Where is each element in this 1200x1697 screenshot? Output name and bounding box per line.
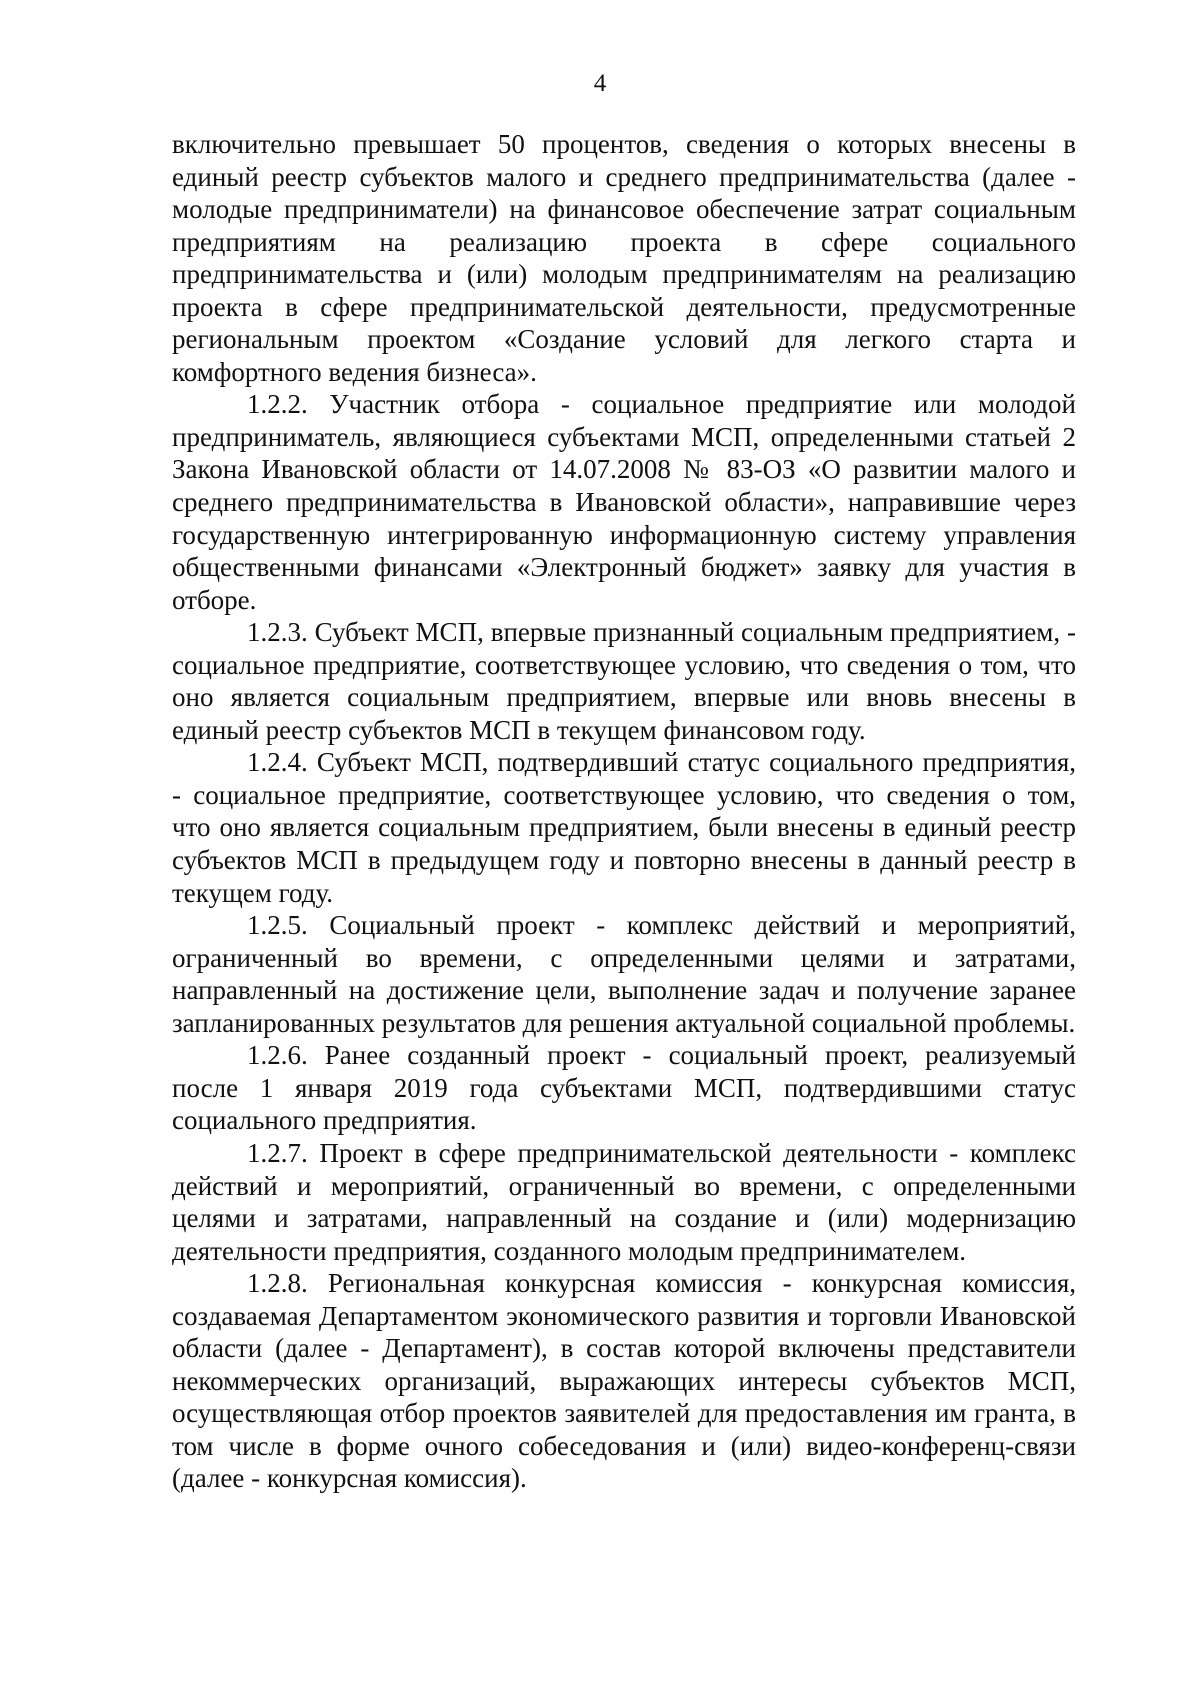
paragraph-1-2-5: 1.2.5. Социальный проект - комплекс действий и мероприятий, ограниченный во времени, с определенными целями и затратами, направленный на достижение цели, выполнение задач и получение заранее запланированных результатов для решения актуальной социальной проблемы. xyxy=(172,910,1076,1038)
paragraph-1-2-7: 1.2.7. Проект в сфере предпринимательской деятельности - комплекс действий и мероприятий, ограниченный во времени, с определенными целями и затратами, направленный на создание и (или) модернизацию деятельности предприятия, созданного молодым предпринимателем. xyxy=(172,1137,1076,1266)
paragraph-1-2-6: 1.2.6. Ранее созданный проект - социальный проект, реализуемый после 1 января 2019 года субъектами МСП, подтвердившими статус социального предприятия. xyxy=(172,1040,1076,1136)
page-number: 4 xyxy=(593,70,607,97)
paragraph-1-2-3: 1.2.3. Субъект МСП, впервые признанный социальным предприятием, - социальное предприятие, соответствующее условию, что сведения о том, что оно является социальным предприятием, впервые или вновь внесены в единый реестр субъектов МСП в текущем финансовом году. xyxy=(172,617,1076,745)
paragraph-1-2-4: 1.2.4. Субъект МСП, подтвердивший статус социального предприятия, - социальное предприятие, соответствующее условию, что сведения о том, что оно является социальным предприятием, были внесены в единый реестр субъектов МСП в предыдущем году и повторно внесены в данный реестр в текущем году. xyxy=(172,747,1076,908)
paragraph-continuation: включительно превышает 50 процентов, сведения о которых внесены в единый реестр субъектов малого и среднего предпринимательства (далее - молодые предприниматели) на финансовое обеспечение затрат социальным предприятиям на реализацию проекта в сфере социального предпринимательства и (или) молодым предпринимателям на реализацию проекта в сфере предпринимательской деятельности, предусмотренные региональным проектом «Создание условий для легкого старта и комфортного ведения бизнеса». xyxy=(172,129,1076,387)
paragraph-1-2-8: 1.2.8. Региональная конкурсная комиссия - конкурсная комиссия, создаваемая Департаментом экономического развития и торговли Ивановской области (далее - Департамент), в состав которой включены представители некоммерческих организаций, выражающих интересы субъектов МСП, осуществляющая отбор проектов заявителей для предоставления им гранта, в том числе в форме очного собеседования и (или) видео-конференц-связи (далее - конкурсная комиссия). xyxy=(172,1268,1076,1494)
paragraph-1-2-2: 1.2.2. Участник отбора - социальное предприятие или молодой предприниматель, являющиеся субъектами МСП, определенными статьей 2 Закона Ивановской области от 14.07.2008 № 83-ОЗ «О развитии малого и среднего предпринимательства в Ивановской области», направившие через государственную интегрированную информационную систему управления общественными финансами «Электронный бюджет» заявку для участия в отборе. xyxy=(172,389,1076,615)
document-body xyxy=(172,128,1076,1495)
